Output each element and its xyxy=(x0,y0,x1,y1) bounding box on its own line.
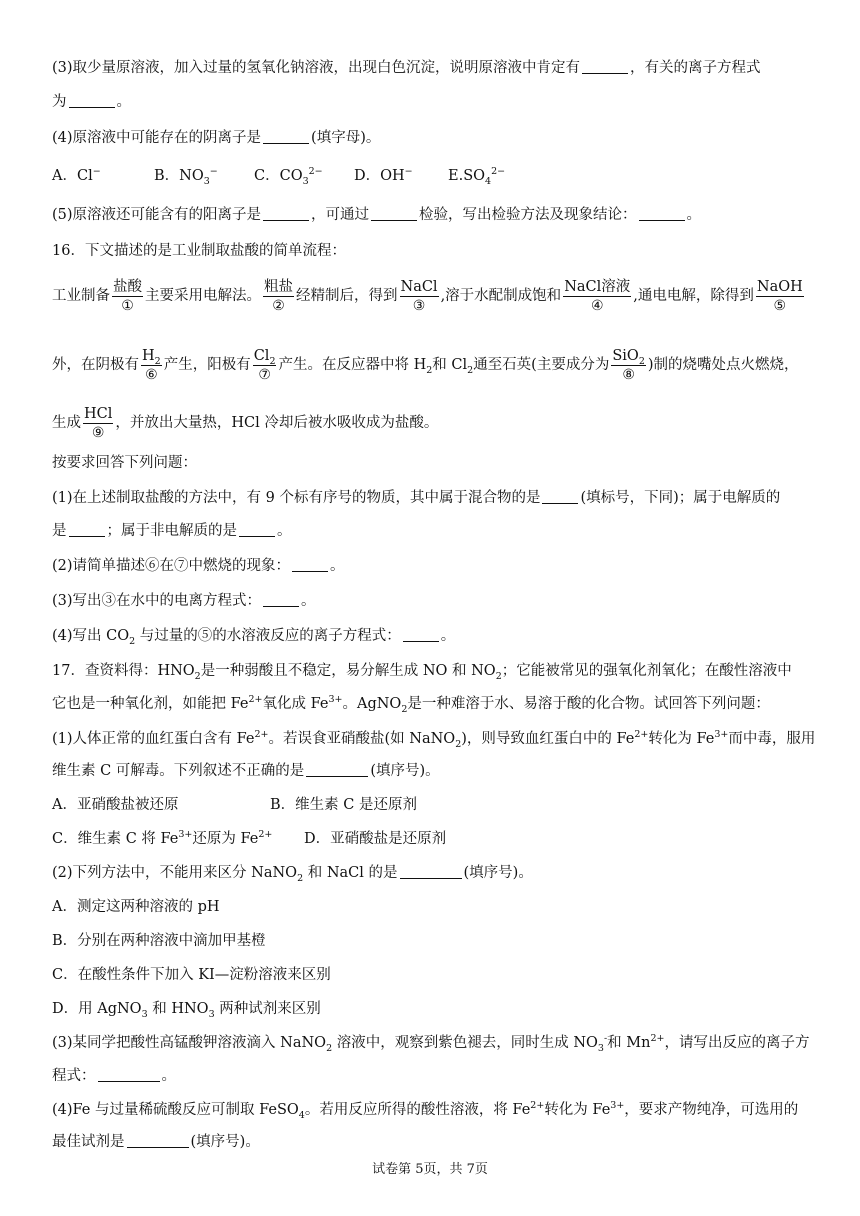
answer-blank[interactable] xyxy=(306,762,368,777)
q17-part2-option-a: A．测定这两种溶液的 pH xyxy=(52,899,220,915)
text: 。 xyxy=(686,207,702,223)
option-a: A．亚硝酸盐被还原 xyxy=(52,797,179,813)
answer-blank[interactable] xyxy=(127,1133,189,1148)
option-d: D．OH− xyxy=(354,166,413,184)
q17-part2-option-c: C．在酸性条件下加入 KI—淀粉溶液来区别 xyxy=(52,967,331,983)
answer-blank[interactable] xyxy=(239,522,275,537)
answer-blank[interactable] xyxy=(400,864,462,879)
answer-blank[interactable] xyxy=(98,1067,160,1082)
text: (填字母)。 xyxy=(311,130,381,146)
option-d: D．亚硝酸盐是还原剂 xyxy=(304,831,447,847)
q16-part3: (3)写出③在水中的电离方程式： 。 xyxy=(52,593,316,609)
q16-part1-line1: (1)在上述制取盐酸的方法中，有 9 个标有序号的物质，其中属于混合物的是 (填标号，下同)；属于电解质的 xyxy=(52,490,781,506)
q17-part1-options-ab xyxy=(52,795,417,815)
answer-blank[interactable] xyxy=(263,592,299,607)
mark-3: NaCl ③ xyxy=(400,278,438,314)
q17-part4-line1: (4)Fe 与过量稀硫酸反应可制取 FeSO$_4$。若用反应所得的酸性溶液，将 $Fe^{2+}$转化为 $Fe^{3+}$，要求产物纯净，可选用的 xyxy=(52,1100,799,1121)
q16-instruction: 按要求回答下列问题： xyxy=(52,455,197,471)
text: 为 xyxy=(52,94,67,110)
answer-blank[interactable] xyxy=(263,129,309,144)
q17-part1-line2: 维生素 C 可解毒。下列叙述不正确的是 (填序号)。 xyxy=(52,763,440,779)
q16-part4: (4)写出 $CO_2$ 与过量的⑤的水溶液反应的离子方程式： 。 xyxy=(52,628,456,647)
q16-part1-line2: 是 ；属于非电解质的是 。 xyxy=(52,523,292,539)
q17-part4-line2: 最佳试剂是 (填序号)。 xyxy=(52,1134,260,1150)
q17-part1-line1: (1)人体正常的血红蛋白含有 $Fe^{2+}$。若误食亚硝酸盐(如 NaNO$_2$)，则导致血红蛋白中的 $Fe^{2+}$转化为 $Fe^{3+}$而中毒，服用 xyxy=(52,729,816,750)
mark-6: $H_2$ ⑥ xyxy=(142,347,161,383)
mark-9: HCl ⑨ xyxy=(84,405,113,441)
text: (4)原溶液中可能存在的阴离子是 xyxy=(52,130,262,146)
q17-part2: (2)下列方法中，不能用来区分 NaNO$_2$ 和 NaCl 的是 (填序号)。 xyxy=(52,865,533,884)
answer-blank[interactable] xyxy=(69,522,105,537)
q16-title: 16．下文描述的是工业制取盐酸的简单流程： xyxy=(52,243,346,259)
option-c: C．$CO_3^{2-}$ xyxy=(254,166,323,187)
answer-blank[interactable] xyxy=(292,557,328,572)
answer-blank[interactable] xyxy=(263,206,309,221)
q15-part5 xyxy=(52,205,701,225)
text: 检验，写出检验方法及现象结论： xyxy=(419,207,637,223)
q16-part2: (2)请简单描述⑥在⑦中燃烧的现象： 。 xyxy=(52,558,345,574)
q17-part2-option-d: D．用 AgNO$_3$ 和 $HNO_3$ 两种试剂来区别 xyxy=(52,1001,321,1020)
option-b: B．维生素 C 是还原剂 xyxy=(270,797,417,813)
answer-blank[interactable] xyxy=(639,206,685,221)
text: (3)取少量原溶液，加入过量的氢氧化钠溶液，出现白色沉淀，说明原溶液中肯定有 xyxy=(52,60,581,76)
mark-1: 盐酸 ① xyxy=(113,278,142,314)
text: 。 xyxy=(116,94,131,110)
answer-blank[interactable] xyxy=(582,59,628,74)
answer-blank[interactable] xyxy=(69,93,115,108)
q17-part1-options-cd xyxy=(52,829,446,849)
q17-part2-option-b: B．分别在两种溶液中滴加甲基橙 xyxy=(52,933,266,949)
answer-blank[interactable] xyxy=(371,206,417,221)
mark-5: NaOH ⑤ xyxy=(756,278,803,314)
q15-part3-line1 xyxy=(52,58,761,78)
mark-2: 粗盐 ② xyxy=(264,278,293,314)
q17-intro-line1: 17．查资料得：$HNO_2$是一种弱酸且不稳定，易分解生成 NO 和 $NO_2$；它能被常见的强氧化剂氧化；在酸性溶液中 xyxy=(52,663,792,682)
mark-4: NaCl溶液 ④ xyxy=(564,278,631,314)
page-footer: 试卷第 5页，共 7页 xyxy=(372,1162,488,1177)
mark-7: $Cl_2$ ⑦ xyxy=(253,347,276,383)
option-e: $E.SO_4^{2-}$ xyxy=(448,166,506,187)
q17-part3-line2: 程式： 。 xyxy=(52,1068,176,1084)
text: (5)原溶液还可能含有的阳离子是 xyxy=(52,207,262,223)
q15-part4-options xyxy=(52,166,505,186)
option-b: B．$NO_3^-$ xyxy=(154,166,218,187)
q15-part3-line2 xyxy=(52,92,131,112)
q17-part3-line1: (3)某同学把酸性高锰酸钾溶液滴入 NaNO$_2$ 溶液中，观察到紫色褪去，同时生成 $NO_3^-$和 $Mn^{2+}$，请写出反应的离子方 xyxy=(52,1033,810,1054)
text: ，可通过 xyxy=(311,207,370,223)
text: ，有关的离子方程式 xyxy=(630,60,761,76)
q16-flow-line3: 生成 HCl ⑨ ，并放出大量热，HCl 冷却后被水吸收成为盐酸。 xyxy=(52,405,439,441)
q16-flow-line2: 外，在阴极有 $H_2$ ⑥ 产生，阳极有 $Cl_2$ ⑦ 产生。在反应器中将 $H_2$和 $Cl_2$通至石英(主要成分为 SiO$_2$ ⑧ )制的烧嘴处点火燃烧， xyxy=(52,347,799,383)
q16-flow-line1: 工业制备 盐酸 ① 主要采用电解法。 粗盐 ② 经精制后，得到 NaCl ③ ,溶于水配制成饱和 NaCl溶液 ④ ,通电电解，除得到 NaOH ⑤ xyxy=(52,278,803,314)
q15-part4 xyxy=(52,128,380,148)
answer-blank[interactable] xyxy=(403,627,439,642)
answer-blank[interactable] xyxy=(542,489,578,504)
q17-intro-line2: 它也是一种氧化剂，如能把 $Fe^{2+}$氧化成 $Fe^{3+}$。AgNO$_2$是一种难溶于水、易溶于酸的化合物。试回答下列问题： xyxy=(52,694,770,715)
option-a: A．Cl− xyxy=(52,166,101,184)
mark-8: SiO$_2$ ⑧ xyxy=(612,347,645,383)
option-c: C．维生素 C 将 $Fe^{3+}$还原为 $Fe^{2+}$ xyxy=(52,829,273,847)
